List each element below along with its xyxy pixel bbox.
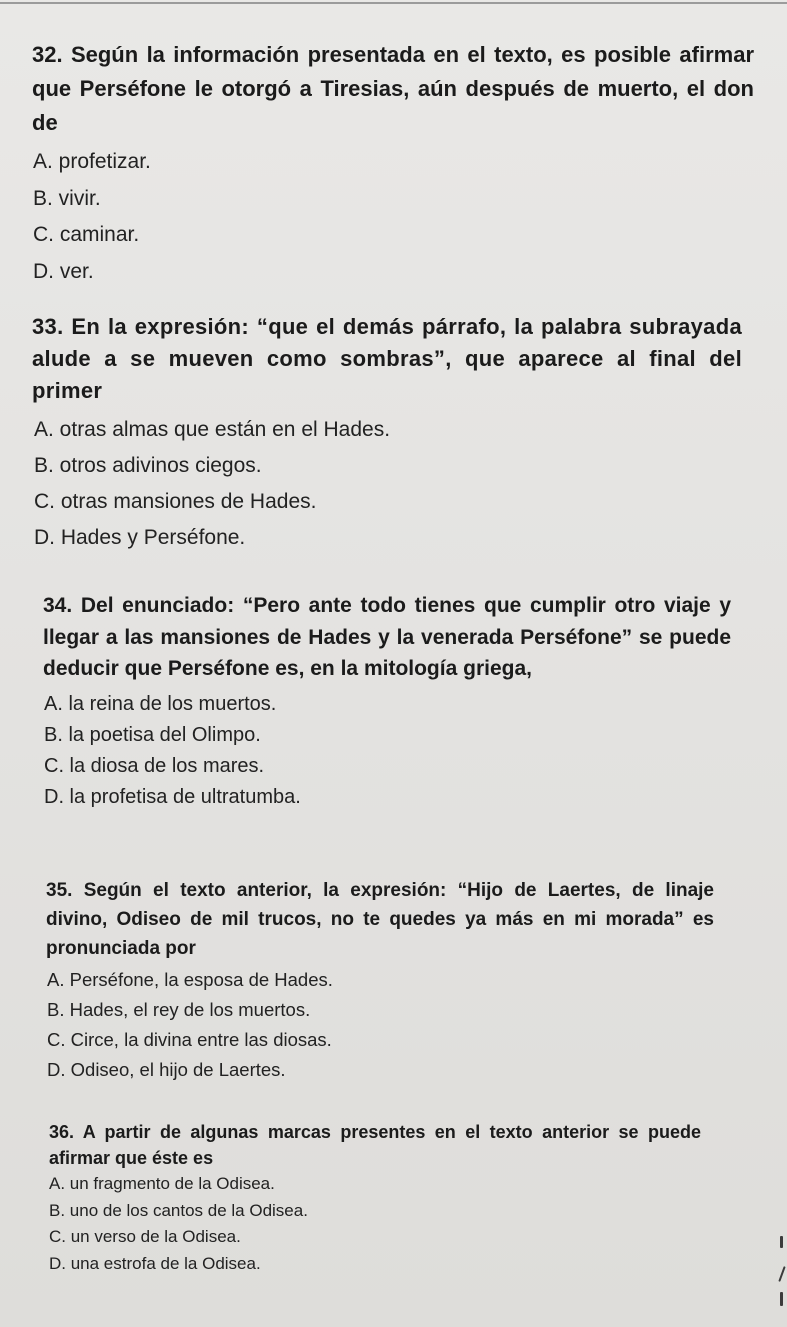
answer-option-a: A. un fragmento de la Odisea. <box>49 1174 275 1193</box>
question-stem: 32. Según la información presentada en el texto, es posible afirmar que Perséfone le otorgó a Tiresias, aún después de muerto, el don de <box>32 42 754 135</box>
answer-option-c: C. otras mansiones de Hades. <box>34 490 317 513</box>
question-36 <box>0 1119 787 1277</box>
answer-options <box>49 1171 787 1277</box>
page-edge-mark <box>780 1236 783 1248</box>
question-stem: 36. A partir de algunas marcas presentes en el texto anterior se puede afirmar que éste es <box>49 1122 701 1168</box>
answer-option-c: C. la diosa de los mares. <box>44 754 265 777</box>
answer-option-b: B. vivir. <box>33 186 101 210</box>
answer-option-c: C. caminar. <box>33 223 140 246</box>
question-34 <box>0 590 787 813</box>
page-edge-mark <box>780 1292 783 1306</box>
question-35 <box>0 876 787 1085</box>
question-stem: 35. Según el texto anterior, la expresión: “Hijo de Laertes, de linaje divino, Odiseo de mil trucos, no te quedes ya más en mi morada” es pronunciada por <box>46 880 714 959</box>
answer-option-a: A. Perséfone, la esposa de Hades. <box>47 969 333 990</box>
answer-option-d: D. Odiseo, el hijo de Laertes. <box>47 1059 286 1080</box>
question-stem: 33. En la expresión: “que el demás párrafo, la palabra subrayada alude a se mueven como sombras”, que aparece al final del primer <box>32 314 742 403</box>
answer-option-a: A. profetizar. <box>33 150 151 173</box>
answer-options <box>34 412 787 556</box>
answer-options <box>44 689 787 813</box>
question-32 <box>0 38 787 290</box>
question-stem: 34. Del enunciado: “Pero ante todo tienes que cumplir otro viaje y llegar a las mansiones de Hades y la venerada Perséfone” se puede deducir que Perséfone es, en la mitología griega, <box>43 594 731 680</box>
answer-options <box>47 965 787 1085</box>
page-top-rule <box>0 2 787 4</box>
answer-option-d: D. una estrofa de la Odisea. <box>49 1253 261 1273</box>
answer-option-d: D. la profetisa de ultratumba. <box>44 785 301 808</box>
question-33 <box>0 311 787 556</box>
answer-option-a: A. la reina de los muertos. <box>44 692 277 715</box>
answer-option-a: A. otras almas que están en el Hades. <box>34 418 391 441</box>
answer-option-c: C. Circe, la divina entre las diosas. <box>47 1029 332 1050</box>
answer-option-b: B. uno de los cantos de la Odisea. <box>49 1200 308 1220</box>
answer-option-d: D. Hades y Perséfone. <box>34 526 246 549</box>
answer-options <box>33 144 787 290</box>
answer-option-c: C. un verso de la Odisea. <box>49 1227 241 1246</box>
answer-option-b: B. Hades, el rey de los muertos. <box>47 999 311 1020</box>
answer-option-b: B. la poetisa del Olimpo. <box>44 723 261 746</box>
answer-option-d: D. ver. <box>33 259 94 283</box>
answer-option-b: B. otros adivinos ciegos. <box>34 454 262 477</box>
